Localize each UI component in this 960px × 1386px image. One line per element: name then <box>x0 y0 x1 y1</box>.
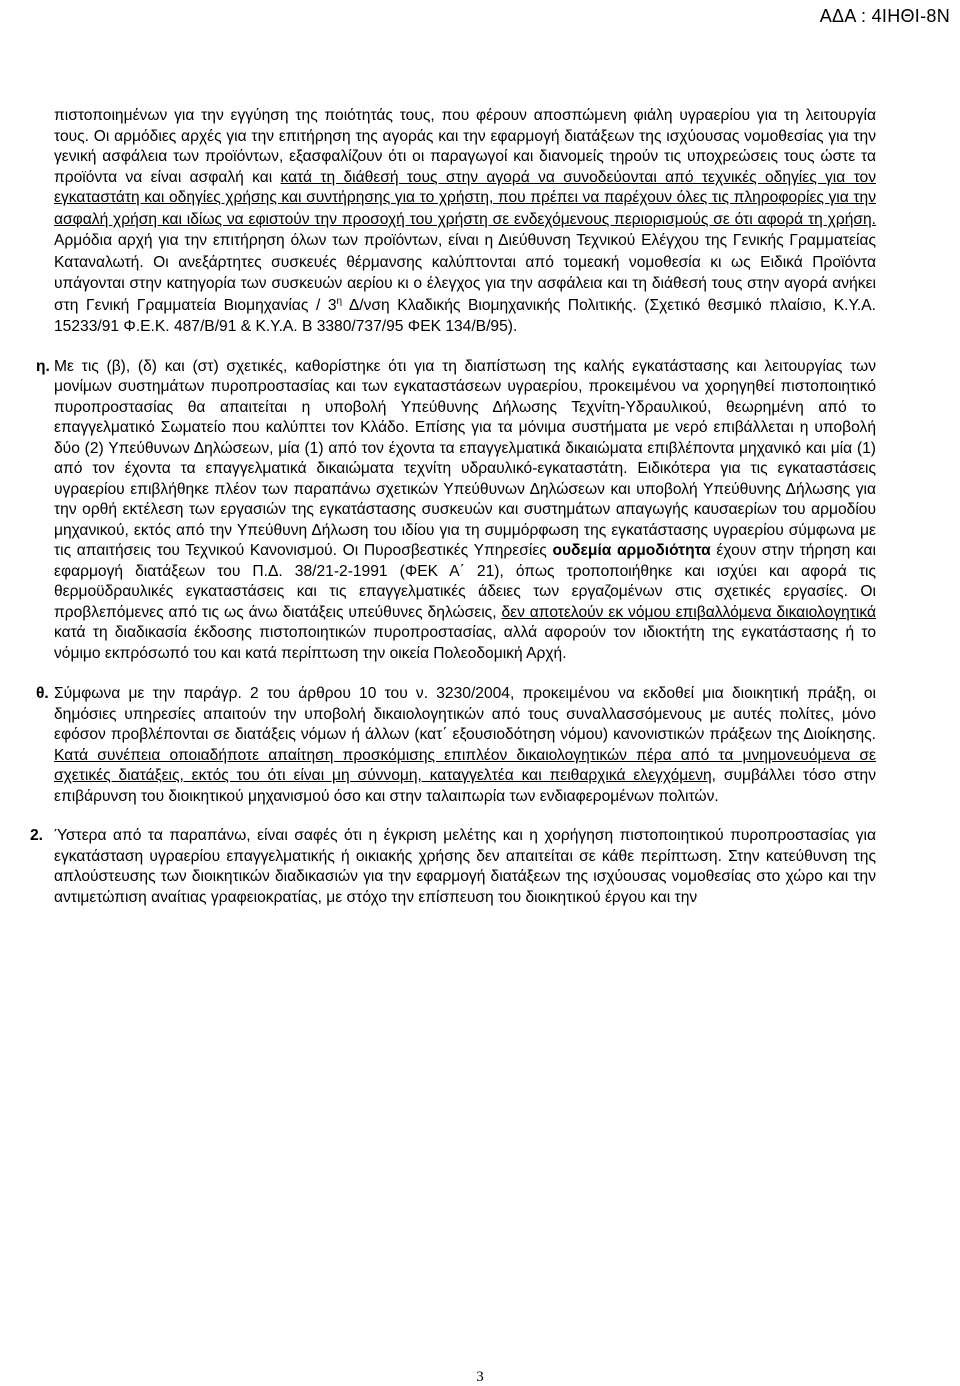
section-2 <box>30 826 876 908</box>
paragraph-text: κατά τη διαδικασία έκδοσης πιστοποιητικών πυροπροστασίας, αλλά αφορούν τον ιδιοκτήτη της εγκατάστασης ή το νόμιμο εκπρόσωπό του και κατά περίπτωση την οικεία Πολεοδομική Αρχή. <box>54 624 876 662</box>
section-label: 2. <box>30 827 44 844</box>
paragraph-context <box>54 106 876 338</box>
paragraph-text: Δ/νση Κλαδικής Βιομηχανικής Πολιτικής. (Σχετικό θεσμικό πλαίσιο, Κ.Υ.Α. 15233/91 Φ.Ε.Κ. 487/Β/91 & Κ.Υ.Α. Β 3380/737/95 ΦΕΚ 134/Β/95). <box>54 296 876 335</box>
underlined-text: κατά τη διάθεσή τους στην αγορά να συνοδεύονται από τεχνικές οδηγίες για τον εγκαταστάτη και οδηγίες χρήσης και συντήρησης για το χρήστη, που πρέπει να παρέχουν όλες τις πληροφορίες για την ασφαλή χρήση και ιδίως να εφιστούν την προσοχή του χρήστη σε ενδεχόμενους περιορισμούς σε ότι αφορά τη χρήση. <box>54 168 876 228</box>
document-body <box>30 106 877 908</box>
superscript: η <box>336 295 343 307</box>
section-eta <box>36 357 877 665</box>
section-theta <box>36 684 876 807</box>
page-number: 3 <box>476 1369 484 1385</box>
paragraph-text: πιστοποιημένων για την εγγύηση της ποιότητάς τους, που φέρουν αποσπώμενη φιάλη υγραερίου για τη λειτουργία τους. Οι αρμόδιες αρχές για την επιτήρηση της αγοράς και την εφαρμογή διατάξεων της ισχύουσας νομοθεσίας για την γενική ασφάλεια των προϊόντων, εξασφαλίζουν ότι οι παραγωγοί και διανομείς τηρούν τις υποχρεώσεις τους ώστε τα προϊόντα να είναι ασφαλή και <box>54 107 876 186</box>
ada-code: ΑΔΑ : 4ΙΗΘΙ-8Ν <box>819 6 950 26</box>
paragraph-text: Σύμφωνα με την παράγρ. 2 του άρθρου 10 του ν. 3230/2004, προκειμένου να εκδοθεί μια διοικητική πράξη, οι δημόσιες υπηρεσίες απαιτούν την υποβολή δικαιολογητικών από τους συναλλασσόμενους με αυτές πολίτες, μόνο εφόσον προβλέπονται σε διατάξεις νόμων ή άλλων (κατ΄ εξουσιοδότηση νόμου) κανονιστικών πράξεων της Διοίκησης. <box>54 685 876 743</box>
paragraph-text: έχουν στην τήρηση και εφαρμογή διατάξεων του Π.Δ. 38/21-2-1991 (ΦΕΚ Α΄ 21), όπως τροποποιήθηκε και ισχύει και αφορά τις θερμοϋδραυλικές εγκαταστάσεις και τις επαγγελματικές άδειες των εργαζομένων στις σχετικές εργασίες. Οι προβλεπόμενες από τις ως άνω διατάξεις υπεύθυνες δηλώσεις, <box>54 542 877 621</box>
section-label: η. <box>36 357 50 375</box>
underlined-text: Κατά συνέπεια οποιαδήποτε απαίτηση προσκόμισης επιπλέον δικαιολογητικών πέρα από τα μνημονευόμενα σε σχετικές διατάξεις, εκτός του ότι είναι μη σύννομη, καταγγελτέα και πειθαρχικά ελεγχόμενη, <box>54 746 876 784</box>
paragraph-text: Ύστερα από τα παραπάνω, είναι σαφές ότι η έγκριση μελέτης και η χορήγηση πιστοποιητικού πυροπροστασίας για εγκατάσταση υγραερίου επαγγελματικής ή οικιακής χρήσης δεν απαιτείται σε κάθε περίπτωση. Στην κατεύθυνση της απλούστευσης των διοικητικών διαδικασιών για την εφαρμογή διατάξεων της ισχύουσας νομοθεσίας στο χώρο και την αντιμετώπιση αναίτιας γραφειοκρατίας, με στόχο την επίσπευση του διοικητικού έργου και την <box>54 827 876 906</box>
paragraph-text: Αρμόδια αρχή για την επιτήρηση όλων των προϊόντων, είναι η Διεύθυνση Τεχνικού Ελέγχου της Γενικής Γραμματείας Καταναλωτή. Οι ανεξάρτητες συσκευές θέρμανσης καλύπτονται από τομεακή νομοθεσία κι ως Ειδικά Προϊόντα υπάγονται στην κατηγορία των συσκευών αερίου κι ο έλεγχος για την ασφάλεια και τη διάθεσή τους στην αγορά ανήκει στη Γενική Γραμματεία Βιομηχανίας / 3 <box>54 232 876 314</box>
paragraph-text: συμβάλλει τόσο στην επιβάρυνση του διοικητικού μηχανισμού όσο και στην ταλαιπωρία των ενδιαφερομένων πολιτών. <box>54 767 876 805</box>
bold-text: ουδεμία αρμοδιότητα <box>552 542 711 559</box>
paragraph-text: Με τις (β), (δ) και (στ) σχετικές, καθορίστηκε ότι για τη διαπίστωση της καλής εγκατάστασης και λειτουργίας των μονίμων συστημάτων πυροπροστασίας και των εγκαταστάσεων υγραερίου, προκειμένου να χορηγηθεί πιστοποιητικό πυροπροστασίας θα απαιτείται η υποβολή Υπεύθυνης Δήλωσης Τεχνίτη-Υδραυλικού, θεωρημένη από το επαγγελματικό Σωματείο που καλύπτει τον Κλάδο. Επίσης για τα μόνιμα συστήματα με νερό επιβάλλεται η υποβολή δύο (2) Υπεύθυνων Δηλώσεων, μία (1) από τον έχοντα τα επαγγελματικά δικαιώματα επιβλέποντα μηχανικό και μία (1) από τον έχοντα τα επαγγελματικά δικαιώματα τεχνίτη υδραυλικό-εγκαταστάτη. Ειδικότερα για τις εγκαταστάσεις υγραερίου επιβλήθηκε πλέον των παραπάνω σχετικών Υπεύθυνων Δηλώσεων και υποβολή Υπεύθυνης Δήλωσης για την ορθή εκτέλεση των εργασιών της εγκατάστασης συσκευών και συστημάτων απαγωγής καυσαερίων του αρμοδίου μηχανικού, εκτός από την Υπεύθυνη Δήλωση του ιδίου για τη συμμόρφωση της εγκατάστασης υγραερίου σύμφωνα με τις απαιτήσεις του Τεχνικού Κανονισμού. Οι Πυροσβεστικές Υπηρεσίες <box>54 357 876 559</box>
underlined-text: δεν αποτελούν εκ νόμου επιβαλλόμενα δικαιολογητικά <box>501 603 876 621</box>
section-label: θ. <box>36 685 49 702</box>
